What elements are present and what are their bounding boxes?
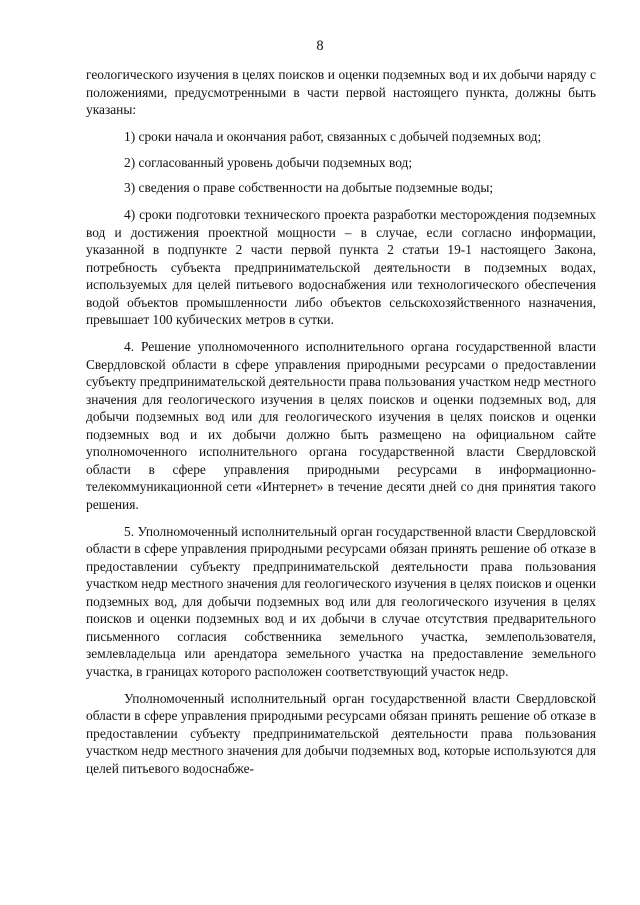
- list-item-4: 4) сроки подготовки технического проекта разработки месторождения подземных вод и достижения проектной мощности – в случае, если согласно информации, указанной в подпункте 2 части первой пункта 2 статьи 19-1 настоящего Закона, потребность субъекта предпринимательской деятельности в подземных водах, используемых для целей питьевого водоснабжения или технологического обеспечения водой объектов промышленности либо объектов сельскохозяйственного назначения, превышает 100 кубических метров в сутки.: [86, 207, 596, 327]
- paragraph-clause-5-part-2: Уполномоченный исполнительный орган государственной власти Свердловской области в сфере управления природными ресурсами обязан принять решение об отказе в предоставлении субъекту предпринимательской деятельности права пользования участком недр местного значения для добычи подземных вод, которые используются для целей питьевого водоснабже-: [86, 690, 596, 776]
- document-body: [86, 66, 596, 787]
- paragraph-clause-5: 5. Уполномоченный исполнительный орган государственной власти Свердловской области в сфере управления природными ресурсами обязан принять решение об отказе в предоставлении субъекту предпринимательской деятельности права пользования участком недр местного значения для геологического изучения в целях поисков и оценки подземных вод, для добычи подземных вод или для геологического изучения в целях поисков и оценки подземных вод и их добычи в случае отсутствия предварительного письменного согласия собственника земельного участка, землепользователя, землевладельца или арендатора земельного участка на предоставление земельного участка, в границах которого расположен соответствующий участок недр.: [86, 523, 596, 679]
- list-item-3: 3) сведения о праве собственности на добытые подземные воды;: [124, 180, 494, 195]
- paragraph-clause-4: 4. Решение уполномоченного исполнительного органа государственной власти Свердловской области в сфере управления природными ресурсами о предоставлении субъекту предпринимательской деятельности права пользования участком недр местного значения для геологического изучения в целях поисков и оценки подземных вод, для добычи подземных вод или для геологического изучения в целях поисков и оценки подземных вод и их добычи должно быть размещено на официальном сайте уполномоченного исполнительного органа государственной власти Свердловской области в сфере управления природными ресурсами в информационно-телекоммуникационной сети «Интернет» в течение десяти дней со дня принятия такого решения.: [86, 339, 596, 512]
- list-item-2: 2) согласованный уровень добычи подземных вод;: [124, 154, 413, 170]
- page-number: 8: [316, 38, 324, 54]
- list-item-1: 1) сроки начала и окончания работ, связанных с добычей подземных вод;: [124, 129, 542, 144]
- paragraph-continuation: геологического изучения в целях поисков и оценки подземных вод и их добычи наряду с положениями, предусмотренными в части первой настоящего пункта, должны быть указаны:: [86, 67, 596, 117]
